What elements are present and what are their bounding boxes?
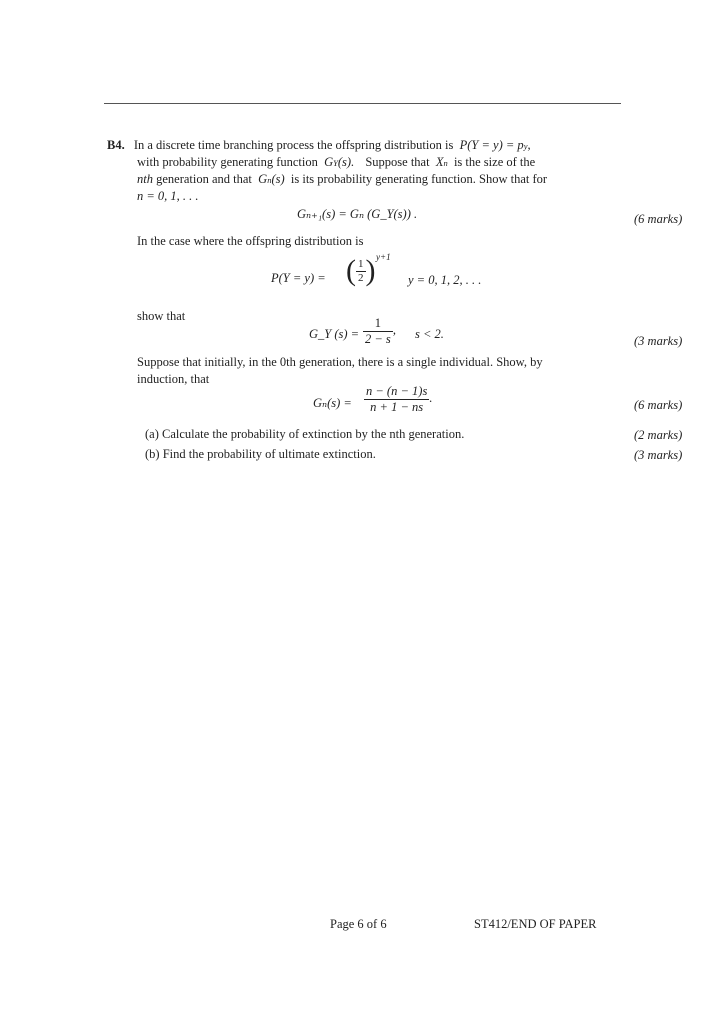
question-line-1 [107,139,531,152]
gn-lhs: Gₙ(s) = [313,396,352,410]
intro-line-2a: with probability generating function [137,155,318,169]
equation-recursion: Gₙ₊₁(s) = Gₙ (G_Y(s)) . [297,207,418,221]
pmf-fraction: ( $\frac{1}{2}$ ) [346,254,376,287]
intro-line-2c: is the size of the [453,155,536,169]
marks-1: (6 marks) [634,212,683,226]
intro-line-3c: is its probability generating function. Show that for [290,172,548,186]
gy-fraction: $\frac{1}{2 - s}$ , [365,316,396,346]
gn-notation: Gn(s) [255,172,288,186]
question-line-3 [137,173,547,186]
suppose-line-1: Suppose that initially, in the 0th generation, there is a single individual. Show, by [137,355,543,369]
suppose-line-2: induction, that [137,372,210,386]
xn-notation: Xn [432,155,448,169]
marks-3: (6 marks) [634,398,683,412]
gn-denominator: n + 1 − ns [370,399,424,414]
intro-line-2b: Suppose that [365,155,430,169]
page-number: Page 6 of 6 [330,917,387,931]
case-text: In the case where the offspring distribution is [137,234,364,248]
pmf-lhs: P(Y = y) = [271,271,326,285]
marks-2: (3 marks) [634,334,683,348]
gy-lhs: G_Y (s) = [309,327,360,341]
marks-b: (3 marks) [634,448,683,462]
gy-condition: s < 2. [415,327,444,341]
gy-notation: GY(s). [320,155,355,169]
pmf-exponent: y+1 [376,252,391,262]
top-rule [104,103,621,104]
question-line-2 [137,156,535,169]
intro-line-4: n = 0, 1, . . . [137,189,199,203]
intro-line-1: In a discrete time branching process the offspring distribution is [133,138,454,152]
intro-line-3a: nth [137,172,153,186]
part-a: (a) Calculate the probability of extinction by the nth generation. [145,427,465,441]
pmf-notation: P(Y = y) = py, [456,138,531,152]
show-that: show that [137,309,186,323]
intro-line-3b: generation and that [156,172,252,186]
part-b: (b) Find the probability of ultimate extinction. [145,447,376,461]
pmf-range: y = 0, 1, 2, . . . [408,273,482,287]
paper-code: ST412/END OF PAPER [474,917,597,931]
question-label: B4. [107,138,125,152]
marks-a: (2 marks) [634,428,683,442]
gn-numerator: n − (n − 1)s [366,384,428,398]
gn-fraction: $\frac{n - (n - 1)s}{n + 1 - ns}$ . [366,384,433,414]
